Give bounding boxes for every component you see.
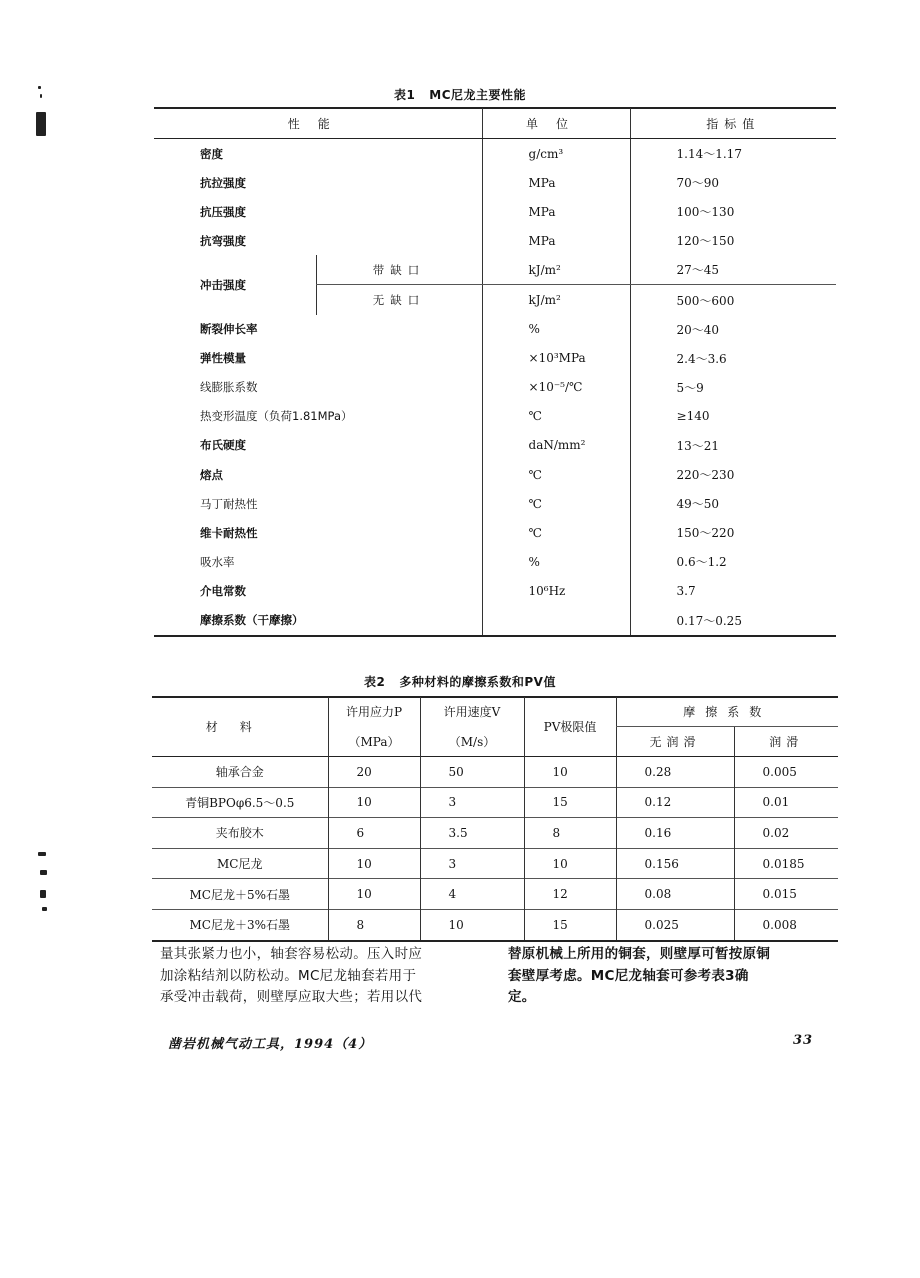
property-unit: ×10⁻⁵/℃ bbox=[482, 373, 630, 402]
stress-value: 20 bbox=[328, 757, 420, 788]
property-unit: MPa bbox=[482, 226, 630, 255]
journal-citation: 凿岩机械气动工具，1994（4） bbox=[168, 1037, 373, 1052]
property-name: 线膨胀系数 bbox=[200, 380, 258, 395]
table-row bbox=[152, 787, 838, 818]
speed-value: 3 bbox=[420, 848, 524, 879]
dry-friction-value: 0.16 bbox=[616, 818, 734, 849]
page-number: 33 bbox=[793, 1033, 814, 1048]
property-name: 吸水率 bbox=[200, 554, 235, 569]
table2-friction bbox=[152, 697, 838, 942]
property-unit: ℃ bbox=[482, 402, 630, 431]
table1-header-unit: 单位 bbox=[482, 108, 630, 139]
property-unit: kJ/m² bbox=[482, 255, 630, 285]
dry-friction-value: 0.025 bbox=[616, 909, 734, 940]
text-line: 替原机械上所用的铜套，则壁厚可暂按原铜 bbox=[508, 946, 771, 962]
stress-value: 10 bbox=[328, 848, 420, 879]
impact-sub-label: 无缺口 bbox=[316, 285, 482, 315]
property-unit: ℃ bbox=[482, 489, 630, 518]
stress-value: 6 bbox=[328, 818, 420, 849]
property-name: 维卡耐热性 bbox=[200, 525, 258, 540]
table-row bbox=[154, 606, 836, 636]
property-value: 70～90 bbox=[630, 168, 836, 197]
property-name: 抗弯强度 bbox=[200, 233, 246, 248]
material-name: 夹布胶木 bbox=[152, 818, 328, 849]
pv-value: 12 bbox=[524, 879, 616, 910]
table2-header-pv: PV极限值 bbox=[524, 697, 616, 757]
table-row bbox=[152, 818, 838, 849]
pv-value: 10 bbox=[524, 848, 616, 879]
text-line: 定。 bbox=[508, 989, 536, 1005]
table2-header-stress: 许用应力P bbox=[328, 697, 420, 727]
table-row bbox=[152, 848, 838, 879]
property-value: 100～130 bbox=[630, 197, 836, 226]
property-name: 熔点 bbox=[200, 467, 223, 482]
material-name: MC尼龙＋5%石墨 bbox=[152, 879, 328, 910]
table2-header-friction: 摩擦系数 bbox=[616, 697, 838, 727]
body-text-left-column bbox=[160, 944, 478, 1009]
table-row bbox=[154, 489, 836, 518]
table1-caption bbox=[0, 86, 920, 103]
property-name: 马丁耐热性 bbox=[200, 496, 258, 511]
property-name: 抗压强度 bbox=[200, 204, 246, 219]
table-row bbox=[154, 518, 836, 547]
body-text-right-column bbox=[508, 944, 832, 1009]
property-value: 1.14～1.17 bbox=[630, 139, 836, 169]
property-value: 150～220 bbox=[630, 518, 836, 547]
scan-mark bbox=[40, 870, 47, 875]
property-unit: 10⁶Hz bbox=[482, 576, 630, 605]
property-unit: ℃ bbox=[482, 518, 630, 547]
table-row bbox=[154, 373, 836, 402]
table2-header-lubricated: 润滑 bbox=[734, 727, 838, 757]
speed-value: 50 bbox=[420, 757, 524, 788]
property-name: 断裂伸长率 bbox=[200, 322, 258, 337]
stress-value: 10 bbox=[328, 787, 420, 818]
table-row bbox=[154, 576, 836, 605]
property-value: 2.4～3.6 bbox=[630, 344, 836, 373]
pv-value: 8 bbox=[524, 818, 616, 849]
table1-caption-number: 表1 bbox=[393, 88, 416, 102]
table-row bbox=[154, 547, 836, 576]
property-value: ≥140 bbox=[630, 402, 836, 431]
material-name: MC尼龙 bbox=[152, 848, 328, 879]
stress-value: 10 bbox=[328, 879, 420, 910]
property-unit: MPa bbox=[482, 168, 630, 197]
table-row bbox=[154, 431, 836, 460]
scan-mark bbox=[40, 890, 46, 898]
property-unit: ℃ bbox=[482, 460, 630, 489]
table1-header-property: 性能 bbox=[154, 108, 482, 139]
property-unit: g/cm³ bbox=[482, 139, 630, 169]
property-value: 27～45 bbox=[630, 255, 836, 285]
material-name: 轴承合金 bbox=[152, 757, 328, 788]
dry-friction-value: 0.156 bbox=[616, 848, 734, 879]
table2-header-row bbox=[152, 697, 838, 727]
table-row bbox=[154, 402, 836, 431]
property-name: 介电常数 bbox=[200, 583, 246, 598]
scan-mark bbox=[38, 852, 46, 856]
text-line: 套壁厚考虑。MC尼龙轴套可参考表3确 bbox=[508, 967, 749, 984]
property-value: 0.6～1.2 bbox=[630, 547, 836, 576]
lubricated-friction-value: 0.01 bbox=[734, 787, 838, 818]
table-row bbox=[154, 460, 836, 489]
property-unit: kJ/m² bbox=[482, 285, 630, 315]
dry-friction-value: 0.12 bbox=[616, 787, 734, 818]
property-value: 3.7 bbox=[630, 576, 836, 605]
material-name: 青铜BPOφ6.5～0.5 bbox=[152, 787, 328, 818]
table2-header-speed: 许用速度V bbox=[420, 697, 524, 727]
table-row bbox=[154, 139, 836, 169]
property-name: 摩擦系数（干摩擦） bbox=[154, 606, 482, 636]
property-name: 密度 bbox=[200, 146, 223, 161]
table2-caption-title: 多种材料的摩擦系数和PV值 bbox=[399, 675, 556, 689]
property-unit: % bbox=[482, 547, 630, 576]
property-unit: ×10³MPa bbox=[482, 344, 630, 373]
property-value: 120～150 bbox=[630, 226, 836, 255]
table1-caption-title: MC尼龙主要性能 bbox=[429, 88, 527, 102]
property-value: 5～9 bbox=[630, 373, 836, 402]
table2-header-speed-unit: （M/s） bbox=[420, 727, 524, 757]
property-value: 13～21 bbox=[630, 431, 836, 460]
speed-value: 3.5 bbox=[420, 818, 524, 849]
property-value: 220～230 bbox=[630, 460, 836, 489]
table2-header-dry: 无润滑 bbox=[616, 727, 734, 757]
table2-header-material: 材料 bbox=[205, 720, 274, 734]
table-row bbox=[154, 315, 836, 344]
dry-friction-value: 0.08 bbox=[616, 879, 734, 910]
table2-caption bbox=[0, 673, 920, 690]
property-value: 0.17～0.25 bbox=[630, 606, 836, 636]
text-line: 承受冲击载荷，则壁厚应取大些；若用以代 bbox=[160, 989, 423, 1005]
property-unit: % bbox=[482, 315, 630, 344]
property-unit: daN/mm² bbox=[482, 431, 630, 460]
table-row bbox=[152, 909, 838, 940]
table-row bbox=[154, 344, 836, 373]
table1-properties bbox=[154, 108, 836, 637]
property-name: 热变形温度（负荷1.81MPa） bbox=[200, 409, 353, 424]
table-row bbox=[154, 226, 836, 255]
table-row bbox=[154, 197, 836, 226]
speed-value: 3 bbox=[420, 787, 524, 818]
dry-friction-value: 0.28 bbox=[616, 757, 734, 788]
table2-caption-number: 表2 bbox=[364, 675, 386, 689]
property-name: 弹性模量 bbox=[200, 351, 246, 366]
lubricated-friction-value: 0.0185 bbox=[734, 848, 838, 879]
property-value: 500～600 bbox=[630, 285, 836, 315]
property-unit: MPa bbox=[482, 197, 630, 226]
table-row bbox=[152, 757, 838, 788]
lubricated-friction-value: 0.005 bbox=[734, 757, 838, 788]
property-unit bbox=[482, 606, 630, 636]
stress-value: 8 bbox=[328, 909, 420, 940]
table-row bbox=[154, 255, 836, 285]
material-name: MC尼龙＋3%石墨 bbox=[152, 909, 328, 940]
pv-value: 10 bbox=[524, 757, 616, 788]
property-value: 20～40 bbox=[630, 315, 836, 344]
table2-header-stress-unit: （MPa） bbox=[328, 727, 420, 757]
impact-sub-label: 带缺口 bbox=[316, 255, 482, 285]
scan-mark bbox=[36, 112, 46, 136]
text-line: 量其张紧力也小，轴套容易松动。压入时应 bbox=[160, 946, 423, 962]
table1-header-value: 指标值 bbox=[630, 108, 836, 139]
speed-value: 4 bbox=[420, 879, 524, 910]
lubricated-friction-value: 0.02 bbox=[734, 818, 838, 849]
pv-value: 15 bbox=[524, 909, 616, 940]
table1-header-row bbox=[154, 108, 836, 139]
speed-value: 10 bbox=[420, 909, 524, 940]
text-line: 加涂粘结剂以防松动。MC尼龙轴套若用于 bbox=[160, 967, 417, 984]
lubricated-friction-value: 0.008 bbox=[734, 909, 838, 940]
property-name: 抗拉强度 bbox=[200, 175, 246, 190]
table-row bbox=[154, 168, 836, 197]
pv-value: 15 bbox=[524, 787, 616, 818]
lubricated-friction-value: 0.015 bbox=[734, 879, 838, 910]
scan-mark bbox=[42, 907, 47, 911]
property-value: 49～50 bbox=[630, 489, 836, 518]
table-row bbox=[152, 879, 838, 910]
property-name: 布氏硬度 bbox=[200, 438, 246, 453]
impact-strength-name: 冲击强度 bbox=[200, 277, 246, 292]
